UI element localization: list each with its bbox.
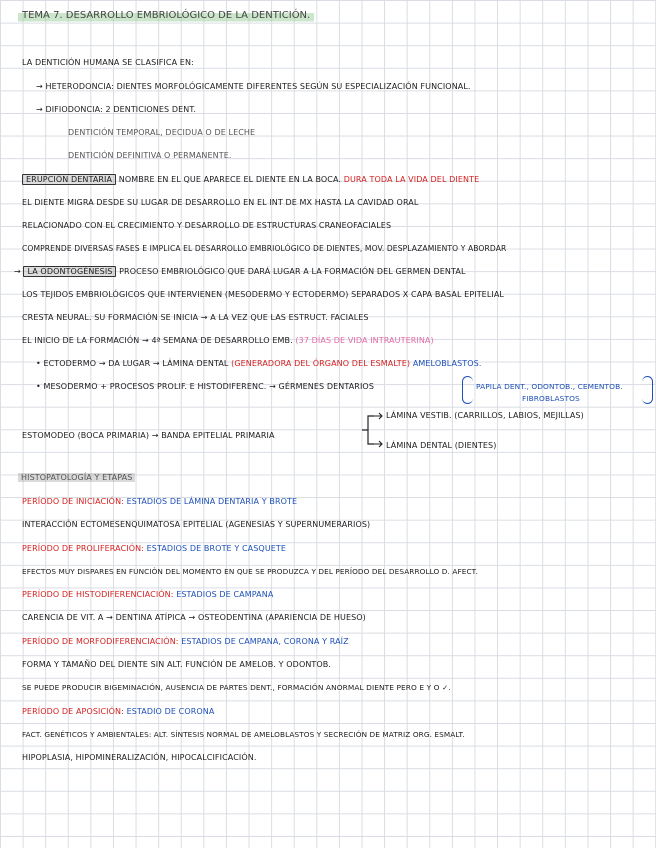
- meso-blue-2: FIBROBLASTOS: [522, 394, 580, 403]
- arrow-right-icon: →: [36, 105, 46, 114]
- periodo-morfodiferenciacion-label: PERÍODO DE MORFODIFERENCIACIÓN:: [22, 637, 179, 646]
- periodo-proliferacion-estadios: ESTADIOS DE BROTE Y CASQUETE: [146, 544, 287, 553]
- temporal-line: DENTICIÓN TEMPORAL, DECIDUA O DE LECHE: [68, 128, 256, 137]
- periodo-iniciacion-label: PERÍODO DE INICIACIÓN:: [22, 497, 124, 506]
- erupcion-line-3: RELACIONADO CON EL CRECIMIENTO Y DESARROLLO DE ESTRUCTURAS CRANEOFACIALES: [22, 221, 392, 230]
- erupcion-label: ERUPCIÓN DENTARIA: [22, 174, 116, 185]
- histo-heading: [18, 472, 135, 484]
- arrow-right-icon: →: [14, 267, 21, 276]
- iniciacion-text: INTERACCIÓN ECTOMESENQUIMATOSA EPITELIAL (AGENESIAS Y SUPERNUMERARIOS): [22, 520, 371, 529]
- periodo-aposicion: [22, 706, 214, 718]
- odontogenesis-line-3: CRESTA NEURAL. SU FORMACIÓN SE INICIA → A LA VEZ QUE LAS ESTRUCT. FACIALES: [22, 313, 369, 322]
- heterodoncia-line: [36, 81, 471, 93]
- semana-text: 4ª SEMANA DE DESARROLLO EMB.: [151, 336, 293, 345]
- germenes-text: GÉRMENES DENTARIOS: [278, 382, 374, 391]
- periodo-histodiferenciacion-label: PERÍODO DE HISTODIFERENCIACIÓN:: [22, 590, 174, 599]
- generadora-text: (GENERADORA DEL ÓRGANO DEL ESMALTE): [231, 359, 411, 368]
- aposicion-text: FACT. GENÉTICOS Y AMBIENTALES: ALT. SÍNTESIS NORMAL DE AMELOBLASTOS Y SECRECIÓN DE MATRIZ ORG. ESMALT.: [22, 730, 465, 739]
- lamina-dental-line: LÁMINA DENTAL (DIENTES): [386, 441, 497, 450]
- odontogenesis-line-2: LOS TEJIDOS EMBRIOLÓGICOS QUE INTERVIENEN (MESODERMO Y ECTODERMO) SEPARADOS X CAPA BASAL EPITELIAL: [22, 290, 504, 299]
- difiodoncia-text: DIFIODONCIA: 2 DENTICIONES DENT.: [45, 105, 197, 114]
- arrow-right-icon: →: [142, 336, 152, 345]
- morfodiferenciacion-text: FORMA Y TAMAÑO DEL DIENTE SIN ALT. FUNCIÓN DE AMELOB. Y ODONTOB.: [22, 660, 332, 669]
- estomodeo-text: ESTOMODEO (BOCA PRIMARIA): [22, 431, 150, 440]
- erupcion-line-4: COMPRENDE DIVERSAS FASES E IMPLICA EL DESARROLLO EMBRIOLÓGICO DE DIENTES, MOV. DESPLAZAMIENTO Y ABORDAR: [22, 244, 507, 253]
- periodo-histodiferenciacion: [22, 589, 273, 601]
- aposicion-text-2: HIPOPLASIA, HIPOMINERALIZACIÓN, HIPOCALCIFICACIÓN.: [22, 753, 257, 762]
- mesodermo-line: [36, 381, 374, 393]
- histo-heading-text: HISTOPATOLOGÍA Y ETAPAS: [18, 473, 135, 482]
- branch-bracket-icon: [358, 410, 388, 450]
- lamina-vestib-line: LÁMINA VESTIB. (CARRILLOS, LABIOS, MEJILLAS): [386, 411, 584, 420]
- periodo-aposicion-label: PERÍODO DE APOSICIÓN:: [22, 707, 124, 716]
- ectodermo-label: • ECTODERMO: [36, 359, 97, 368]
- erupcion-text: NOMBRE EN EL QUE APARECE EL DIENTE EN LA BOCA.: [118, 175, 342, 184]
- da-lugar-text: DA LUGAR: [108, 359, 151, 368]
- ectodermo-line: [36, 358, 482, 370]
- odontogenesis-line-4: [22, 335, 434, 347]
- estomodeo-line: [22, 430, 275, 442]
- odontogenesis-line: [14, 266, 466, 278]
- page-title: TEMA 7. DESARROLLO EMBRIOLÓGICO DE LA DENTICIÓN.: [18, 8, 314, 23]
- dias-text: (37 DÍAS DE VIDA INTRAUTERINA): [295, 336, 434, 345]
- banda-text: BANDA EPITELIAL PRIMARIA: [161, 431, 275, 440]
- arrow-right-icon: →: [152, 359, 163, 368]
- lamina-dental-text: LÁMINA DENTAL: [162, 359, 229, 368]
- periodo-iniciacion-estadios: ESTADIOS DE LÁMINA DENTARIA Y BROTE: [126, 497, 298, 506]
- periodo-morfodiferenciacion-estadios: ESTADIOS DE CAMPANA, CORONA Y RAÍZ: [181, 637, 349, 646]
- arrow-right-icon: →: [151, 431, 162, 440]
- odontogenesis-text: PROCESO EMBRIOLÓGICO QUE DARÁ LUGAR A LA FORMACIÓN DEL GERMEN DENTAL: [119, 267, 466, 276]
- periodo-proliferacion-label: PERÍODO DE PROLIFERACIÓN:: [22, 544, 144, 553]
- periodo-histodiferenciacion-estadios: ESTADIOS DE CAMPANA: [176, 590, 274, 599]
- periodo-iniciacion: [22, 496, 297, 508]
- periodo-proliferacion: [22, 543, 286, 555]
- difiodoncia-line: [36, 104, 196, 116]
- heterodoncia-text: HETERODONCIA: DIENTES MORFOLÓGICAMENTE DIFERENTES SEGÚN SU ESPECIALIZACIÓN FUNCIONAL.: [45, 82, 471, 91]
- erupcion-line: [22, 174, 479, 186]
- erupcion-line-2: EL DIENTE MIGRA DESDE SU LUGAR DE DESARROLLO EN EL INT DE MX HASTA LA CAVIDAD ORAL: [22, 198, 419, 207]
- arrow-right-icon: →: [36, 82, 46, 91]
- mesodermo-label: • MESODERMO + PROCESOS PROLIF. E HISTODIFERENC.: [36, 382, 267, 391]
- bracket-close: [642, 376, 653, 404]
- arrow-right-icon: →: [269, 382, 279, 391]
- proliferacion-text: EFECTOS MUY DISPARES EN FUNCIÓN DEL MOMENTO EN QUE SE PRODUZCA Y DEL PERÍODO DEL DESARROLLO D. AFECT.: [22, 567, 478, 576]
- permanente-line: DENTICIÓN DEFINITIVA O PERMANENTE.: [68, 151, 232, 160]
- intro-heading: LA DENTICIÓN HUMANA SE CLASIFICA EN:: [22, 58, 194, 67]
- meso-blue-1: PAPILA DENT., ODONTOB., CEMENTOB.: [476, 382, 623, 391]
- bracket-open: [462, 376, 473, 404]
- arrow-right-icon: →: [98, 359, 109, 368]
- periodo-morfodiferenciacion: [22, 636, 349, 648]
- odontogenesis-label: LA ODONTOGÉNESIS: [23, 266, 116, 277]
- periodo-aposicion-estadios: ESTADIO DE CORONA: [126, 707, 215, 716]
- histodiferenciacion-text: CARENCIA DE VIT. A → DENTINA ATÍPICA → OSTEODENTINA (APARIENCIA DE HUESO): [22, 613, 366, 622]
- ameloblastos-text: AMELOBLASTOS.: [412, 359, 482, 368]
- erupcion-red-note: DURA TODA LA VIDA DEL DIENTE: [343, 175, 480, 184]
- morfodiferenciacion-text-2: SE PUEDE PRODUCIR BIGEMINACIÓN, AUSENCIA DE PARTES DENT., FORMACIÓN ANORMAL DIENTE PERO E Y O ✓.: [22, 683, 451, 692]
- inicio-text: EL INICIO DE LA FORMACIÓN: [22, 336, 140, 345]
